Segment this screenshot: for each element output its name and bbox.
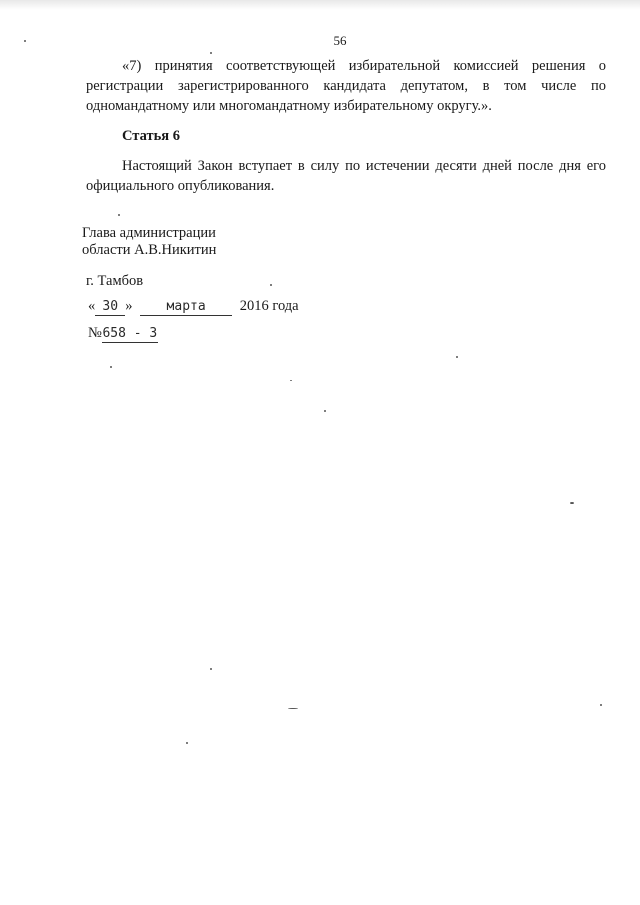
date-month: марта: [140, 299, 232, 316]
date-line: [88, 297, 299, 316]
number-prefix: №: [88, 325, 102, 341]
number-value: 658 - 3: [102, 326, 158, 341]
date-open-quote: «: [88, 298, 96, 314]
signature-name: области А.В.Никитин: [82, 242, 217, 258]
date-year: 2016 года: [239, 298, 299, 314]
scan-speck: [570, 502, 574, 504]
scan-speck: [288, 708, 298, 709]
scan-speck: [210, 52, 212, 54]
signature-role: Глава администрации: [82, 225, 216, 241]
amendment-paragraph: [86, 56, 606, 116]
city: г. Тамбов: [86, 273, 144, 289]
scan-speck: [118, 214, 120, 216]
scan-speck: [270, 284, 272, 286]
law-text: Настоящий Закон вступает в силу по истечении десяти дней после дня его официального опубликования.: [86, 158, 606, 194]
page-number: 56: [333, 33, 347, 48]
law-paragraph: [86, 156, 606, 196]
scan-edge: [0, 0, 640, 10]
scan-speck: [186, 742, 188, 744]
number-line: [88, 324, 158, 343]
scan-speck: [290, 380, 292, 381]
date-day: 30: [95, 299, 125, 316]
scan-speck: [210, 668, 212, 670]
scan-speck: [456, 356, 458, 358]
scan-speck: [24, 40, 26, 42]
date-close-quote: »: [125, 298, 133, 314]
scan-speck: [110, 366, 112, 368]
scan-speck: [600, 704, 602, 706]
scan-speck: [324, 410, 326, 412]
article-heading: Статья 6: [122, 128, 180, 144]
amendment-text: «7) принятия соответствующей избирательной комиссией решения о регистрации зарегистрированного кандидата депутатом, в том числе по одномандатному или многомандатному избирательному округу.».: [86, 58, 606, 114]
